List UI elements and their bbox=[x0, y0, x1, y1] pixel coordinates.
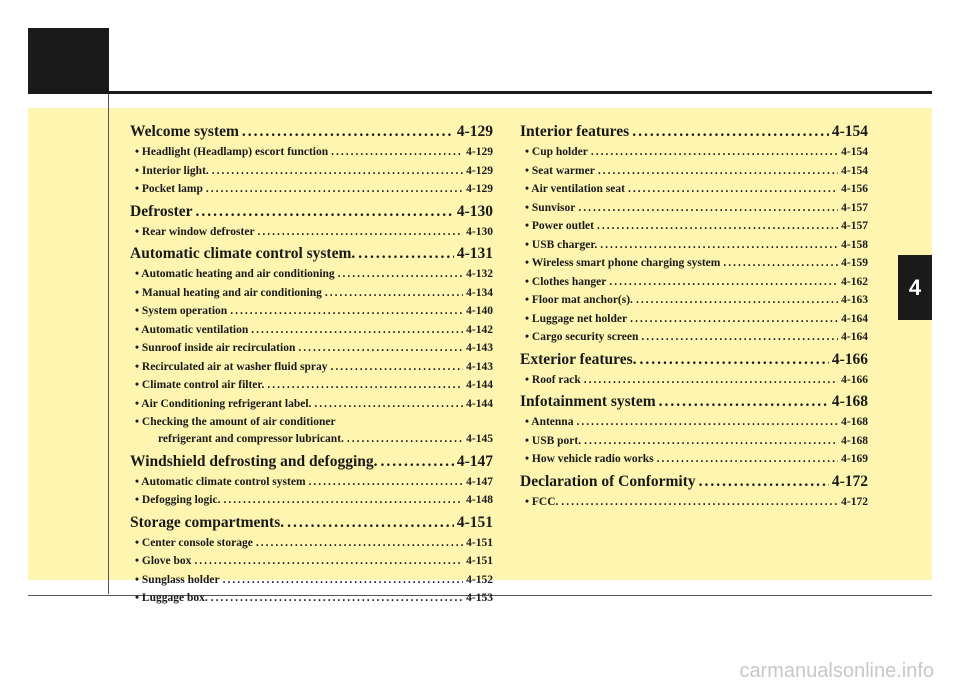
toc-item-entry[interactable] bbox=[520, 416, 868, 435]
toc-dot-leader bbox=[258, 226, 464, 238]
toc-entry-label: • Roof rack bbox=[525, 373, 581, 386]
toc-entry-label: • System operation bbox=[135, 305, 228, 317]
toc-entry-label: • Luggage net holder bbox=[525, 312, 628, 325]
toc-page-number: 4-143 bbox=[466, 342, 493, 354]
toc-item-entry[interactable] bbox=[520, 165, 868, 184]
toc-page-number: 4-172 bbox=[831, 472, 868, 490]
toc-item-entry[interactable] bbox=[130, 379, 493, 398]
header-corner-block bbox=[28, 28, 109, 94]
toc-entry-label: • USB port. bbox=[525, 434, 582, 447]
toc-item-entry[interactable] bbox=[130, 165, 493, 184]
toc-entry-label: • Sunroof inside air recirculation bbox=[135, 342, 296, 354]
toc-item-entry[interactable] bbox=[130, 305, 493, 324]
toc-page-number: 4-145 bbox=[466, 433, 493, 445]
toc-item-entry[interactable] bbox=[130, 183, 493, 202]
toc-entry-label: • Headlight (Headlamp) escort function bbox=[135, 146, 329, 158]
toc-dot-leader bbox=[331, 146, 463, 158]
toc-entry-label: • Automatic heating and air conditioning bbox=[135, 268, 335, 280]
header-rule bbox=[109, 91, 932, 94]
toc-entry-label: • Glove box bbox=[135, 555, 192, 567]
toc-item-entry[interactable] bbox=[130, 324, 493, 343]
toc-page-number: 4-143 bbox=[466, 360, 493, 373]
toc-dot-leader bbox=[641, 331, 838, 343]
toc-page-number: 4-130 bbox=[456, 202, 493, 220]
toc-entry-label: Exterior features. bbox=[520, 350, 637, 368]
toc-section-entry[interactable] bbox=[130, 123, 493, 146]
toc-page-number: 4-147 bbox=[466, 475, 493, 488]
toc-entry-label: • USB charger. bbox=[525, 238, 598, 251]
toc-page-number: 4-130 bbox=[466, 225, 493, 238]
toc-item-entry[interactable] bbox=[520, 294, 868, 313]
toc-page-number: 4-157 bbox=[841, 220, 868, 232]
toc-dot-leader bbox=[632, 123, 829, 141]
toc-dot-leader bbox=[636, 294, 838, 306]
toc-page-number: 4-148 bbox=[466, 494, 493, 506]
toc-entry-label: • Air Conditioning refrigerant label. bbox=[135, 397, 312, 410]
toc-page-number: 4-166 bbox=[841, 373, 868, 386]
toc-dot-leader bbox=[298, 342, 463, 354]
toc-entry-label: • Sunvisor bbox=[525, 201, 576, 214]
toc-page-number: 4-159 bbox=[841, 257, 868, 269]
toc-page-number: 4-172 bbox=[841, 495, 868, 508]
toc-entry-label: Infotainment system bbox=[520, 393, 656, 410]
toc-entry-label: Defroster bbox=[130, 202, 193, 220]
toc-dot-leader bbox=[591, 146, 838, 158]
toc-entry-label: • Cup holder bbox=[525, 146, 588, 158]
toc-entry-label: • Center console storage bbox=[135, 536, 253, 549]
watermark: carmanualsonline.info bbox=[739, 660, 934, 682]
toc-entry-label: Storage compartments. bbox=[130, 513, 285, 531]
toc-page-number: 4-151 bbox=[466, 536, 493, 549]
toc-entry-label: • Floor mat anchor(s). bbox=[525, 294, 633, 306]
toc-page-number: 4-157 bbox=[841, 201, 868, 214]
toc-item-entry[interactable] bbox=[520, 331, 868, 350]
toc-dot-leader bbox=[287, 514, 454, 532]
toc-page-number: 4-131 bbox=[456, 245, 493, 262]
toc-item-entry[interactable] bbox=[520, 276, 868, 295]
toc-item-entry[interactable] bbox=[520, 313, 868, 332]
toc-entry-label: Welcome system bbox=[130, 123, 239, 140]
toc-dot-leader bbox=[358, 245, 454, 263]
toc-page-number: 4-164 bbox=[841, 312, 868, 325]
toc-entry-label: • How vehicle radio works bbox=[525, 453, 654, 465]
toc-dot-leader bbox=[309, 476, 464, 488]
toc-page-number: 4-144 bbox=[466, 397, 493, 410]
toc-item-entry[interactable] bbox=[130, 287, 493, 306]
toc-entry-label: • Wireless smart phone charging system bbox=[525, 257, 721, 269]
toc-dot-leader bbox=[578, 202, 838, 214]
toc-entry-label: Interior features bbox=[520, 123, 630, 140]
toc-entry-label: • Defogging logic. bbox=[135, 494, 221, 506]
toc-item-entry[interactable] bbox=[130, 268, 493, 287]
toc-section-entry[interactable] bbox=[130, 245, 493, 268]
toc-dot-leader bbox=[584, 435, 838, 447]
toc-page-number: 4-164 bbox=[841, 331, 868, 343]
toc-entry-label: • Seat warmer bbox=[525, 164, 595, 177]
toc-section-entry[interactable] bbox=[130, 203, 493, 226]
toc-section-entry[interactable] bbox=[130, 514, 493, 537]
toc-page-number: 4-151 bbox=[466, 555, 493, 567]
toc-page-number: 4-142 bbox=[466, 323, 493, 336]
toc-dot-leader bbox=[223, 574, 464, 586]
toc-page-number: 4-154 bbox=[831, 123, 868, 140]
toc-entry-label: • Automatic climate control system bbox=[135, 475, 306, 488]
toc-page-number: 4-158 bbox=[841, 238, 868, 251]
toc-entry-label: • FCC. bbox=[525, 495, 559, 508]
toc-item-entry[interactable] bbox=[520, 374, 868, 393]
toc-item-entry[interactable] bbox=[520, 239, 868, 258]
toc-page-number: 4-152 bbox=[466, 573, 493, 586]
toc-dot-leader bbox=[600, 239, 838, 251]
toc-page-number: 4-166 bbox=[831, 350, 868, 368]
toc-dot-leader bbox=[640, 351, 829, 369]
toc-entry-label: • Manual heating and air conditioning bbox=[135, 286, 322, 299]
toc-page-number: 4-129 bbox=[466, 146, 493, 158]
toc-dot-leader bbox=[347, 433, 463, 445]
toc-item-entry[interactable] bbox=[130, 342, 493, 361]
toc-entry-label: refrigerant and compressor lubricant. bbox=[158, 433, 344, 445]
toc-page-number: 4-147 bbox=[456, 452, 493, 470]
toc-section-entry[interactable] bbox=[520, 123, 868, 146]
toc-section-entry[interactable] bbox=[520, 473, 868, 496]
toc-section-entry[interactable] bbox=[520, 393, 868, 416]
toc-entry-label: • Clothes hanger bbox=[525, 275, 607, 288]
toc-dot-leader bbox=[212, 165, 463, 177]
toc-page-number: 4-129 bbox=[466, 183, 493, 195]
toc-left-column bbox=[130, 122, 493, 611]
toc-item-entry[interactable] bbox=[520, 202, 868, 221]
toc-dot-leader bbox=[223, 494, 463, 506]
toc-entry-label: • Luggage box. bbox=[135, 592, 208, 604]
toc-entry-label: • Rear window defroster bbox=[135, 225, 255, 238]
toc-dot-leader bbox=[659, 393, 829, 411]
toc-page-number: 4-168 bbox=[841, 434, 868, 447]
toc-entry-label: Automatic climate control system. bbox=[130, 245, 356, 262]
toc-item-entry[interactable] bbox=[520, 183, 868, 202]
toc-page-number: 4-168 bbox=[831, 393, 868, 410]
toc-item-entry[interactable] bbox=[130, 574, 493, 593]
toc-dot-leader bbox=[630, 313, 838, 325]
toc-dot-leader bbox=[561, 496, 838, 508]
toc-entry-label: • Interior light. bbox=[135, 164, 209, 177]
toc-page-number: 4-154 bbox=[841, 146, 868, 158]
toc-dot-leader bbox=[314, 398, 463, 410]
toc-page-number: 4-132 bbox=[466, 268, 493, 280]
toc-dot-leader bbox=[584, 374, 838, 386]
toc-page-number: 4-169 bbox=[841, 453, 868, 465]
toc-page-number: 4-156 bbox=[841, 183, 868, 195]
toc-dot-leader bbox=[251, 324, 463, 336]
toc-entry-label: Declaration of Conformity bbox=[520, 472, 696, 490]
toc-item-entry[interactable] bbox=[130, 494, 493, 513]
toc-dot-leader bbox=[609, 276, 838, 288]
toc-page-number: 4-168 bbox=[841, 416, 868, 428]
chapter-tab[interactable]: 4 bbox=[898, 255, 932, 320]
toc-section-entry[interactable] bbox=[130, 453, 493, 476]
toc-item-entry[interactable] bbox=[520, 453, 868, 472]
toc-item-entry[interactable] bbox=[130, 361, 493, 380]
toc-entry-label: • Antenna bbox=[525, 416, 574, 428]
toc-item-entry[interactable] bbox=[520, 496, 868, 515]
toc-item-entry[interactable] bbox=[520, 435, 868, 454]
toc-page-number: 4-151 bbox=[456, 513, 493, 531]
toc-page-number: 4-153 bbox=[466, 592, 493, 604]
toc-item-entry[interactable] bbox=[130, 537, 493, 556]
toc-dot-leader bbox=[628, 183, 838, 195]
toc-entry-label: • Power outlet bbox=[525, 220, 594, 232]
toc-page-number: 4-144 bbox=[466, 379, 493, 391]
toc-dot-leader bbox=[211, 592, 463, 604]
toc-entry-label: • Sunglass holder bbox=[135, 573, 220, 586]
toc-page-number: 4-162 bbox=[841, 275, 868, 288]
toc-page-number: 4-163 bbox=[841, 294, 868, 306]
toc-entry-label: • Climate control air filter. bbox=[135, 379, 265, 391]
toc-dot-leader bbox=[331, 361, 464, 373]
toc-dot-leader bbox=[242, 123, 454, 141]
toc-item-entry[interactable] bbox=[130, 416, 493, 433]
toc-dot-leader bbox=[256, 537, 463, 549]
toc-dot-leader bbox=[723, 257, 838, 269]
toc-item-entry[interactable] bbox=[130, 592, 493, 611]
toc-dot-leader bbox=[196, 203, 454, 221]
toc-item-entry[interactable] bbox=[130, 476, 493, 495]
toc-dot-leader bbox=[325, 287, 463, 299]
toc-dot-leader bbox=[381, 453, 454, 471]
toc-item-entry[interactable] bbox=[130, 555, 493, 574]
toc-item-entry[interactable] bbox=[520, 257, 868, 276]
toc-dot-leader bbox=[598, 165, 838, 177]
toc-entry-label: • Automatic ventilation bbox=[135, 323, 249, 336]
toc-entry-label: • Cargo security screen bbox=[525, 331, 639, 343]
toc-item-entry[interactable] bbox=[520, 220, 868, 239]
toc-page-number: 4-140 bbox=[466, 305, 493, 317]
toc-page-number: 4-154 bbox=[841, 164, 868, 177]
toc-dot-leader bbox=[206, 183, 463, 195]
toc-dot-leader bbox=[699, 473, 829, 491]
toc-item-entry[interactable] bbox=[520, 146, 868, 165]
margin-vertical-line bbox=[108, 94, 109, 594]
toc-right-column bbox=[520, 122, 868, 514]
toc-entry-label: • Pocket lamp bbox=[135, 183, 203, 195]
toc-dot-leader bbox=[597, 220, 838, 232]
toc-entry-label: Windshield defrosting and defogging. bbox=[130, 452, 378, 470]
toc-dot-leader bbox=[576, 416, 838, 428]
toc-dot-leader bbox=[230, 305, 463, 317]
toc-dot-leader bbox=[267, 379, 463, 391]
toc-entry-label: • Air ventilation seat bbox=[525, 183, 625, 195]
toc-item-entry[interactable] bbox=[130, 398, 493, 417]
toc-dot-leader bbox=[657, 453, 839, 465]
toc-item-entry[interactable] bbox=[130, 146, 493, 165]
toc-section-entry[interactable] bbox=[520, 351, 868, 374]
toc-entry-label: • Checking the amount of air conditioner bbox=[135, 416, 336, 428]
toc-page-number: 4-129 bbox=[456, 123, 493, 140]
toc-item-entry[interactable] bbox=[130, 226, 493, 245]
toc-page-number: 4-129 bbox=[466, 164, 493, 177]
toc-dot-leader bbox=[338, 268, 463, 280]
toc-dot-leader bbox=[194, 555, 463, 567]
toc-entry-label: • Recirculated air at washer fluid spray bbox=[135, 360, 328, 373]
toc-page-number: 4-134 bbox=[466, 286, 493, 299]
toc-item-entry[interactable] bbox=[130, 433, 493, 452]
